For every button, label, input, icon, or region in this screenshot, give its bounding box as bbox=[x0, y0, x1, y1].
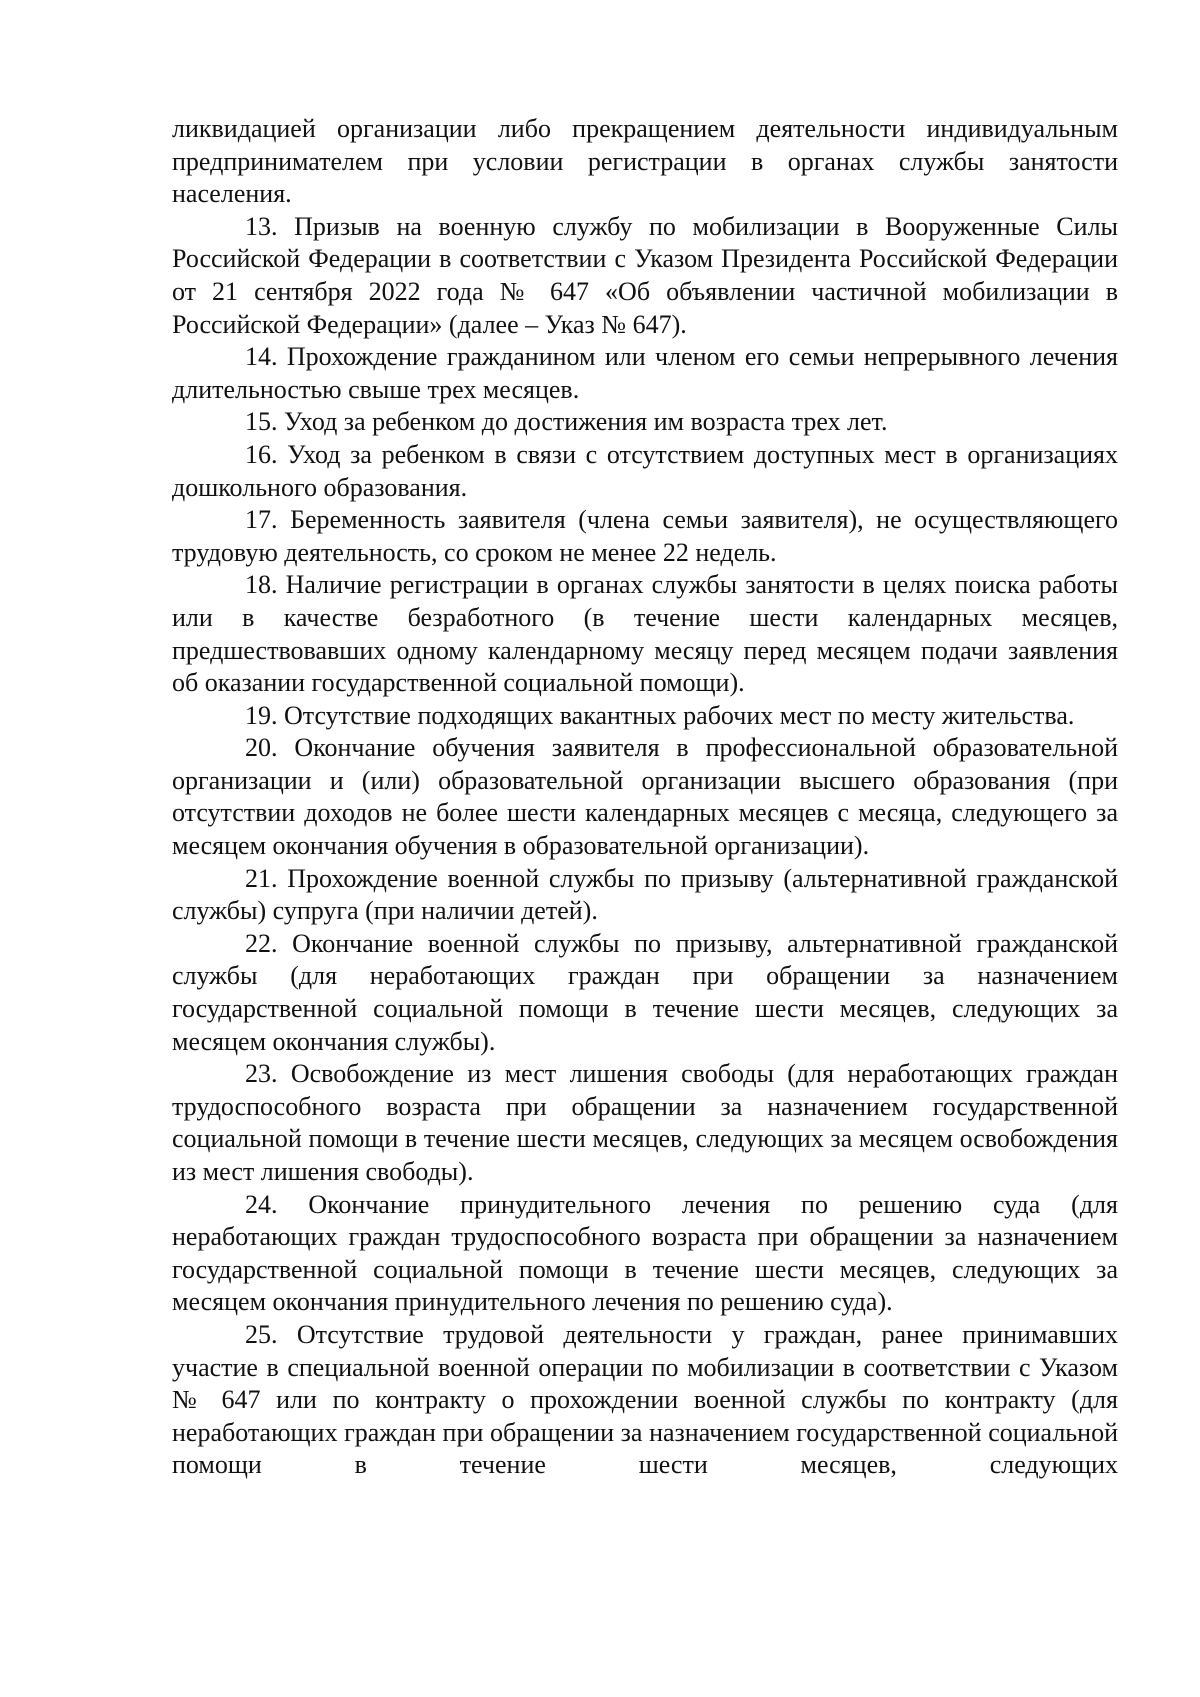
item-number: 14. bbox=[245, 342, 278, 372]
list-item-19 bbox=[172, 700, 1118, 733]
list-item-21 bbox=[172, 863, 1118, 928]
list-item-25 bbox=[172, 1319, 1118, 1482]
list-item-14 bbox=[172, 341, 1118, 406]
list-item-13 bbox=[172, 211, 1118, 341]
item-text: Призыв на военную службу по мобилизации в Вооруженные Силы Российской Федерации в соответствии с Указом Президента Российской Федерации от 21 сентября 2022 года № 647 «Об объявлении частичной мобилизации в Российской Федерации» (далее – Указ № 647). bbox=[172, 211, 1119, 339]
item-text: Наличие регистрации в органах службы занятости в целях поиска работы или в качестве безработного (в течение шести календарных месяцев, предшествовавших одному календарному месяцу перед месяцем подачи заявления об оказании государственной социальной помощи). bbox=[172, 570, 1118, 698]
item-number: 20. bbox=[245, 733, 278, 763]
list-item-20 bbox=[172, 732, 1118, 862]
item-text: Окончание принудительного лечения по решению суда (для неработающих граждан трудоспособного возраста при обращении за назначением государственной социальной помощи в течение шести месяцев, следующих за месяцем окончания принудительного лечения по решению суда). bbox=[172, 1189, 1118, 1317]
item-text: Уход за ребенком в связи с отсутствием доступных мест в организациях дошкольного образования. bbox=[172, 439, 1119, 502]
list-item-18 bbox=[172, 569, 1118, 699]
item-text: Отсутствие подходящих вакантных рабочих мест по месту жительства. bbox=[284, 700, 1075, 730]
continuation-paragraph: ликвидацией организации либо прекращением деятельности индивидуальным предпринимателем при условии регистрации в органах службы занятости населения. bbox=[172, 114, 1118, 209]
item-text: Уход за ребенком до достижения им возраста трех лет. bbox=[284, 407, 888, 437]
item-text: Освобождение из мест лишения свободы (для неработающих граждан трудоспособного возраста при обращении за назначением государственной социальной помощи в течение шести месяцев, следующих за месяцем освобождения из мест лишения свободы). bbox=[172, 1059, 1118, 1186]
document-page bbox=[172, 113, 1118, 1482]
item-number: 24. bbox=[245, 1189, 278, 1219]
item-number: 22. bbox=[245, 928, 278, 958]
item-number: 13. bbox=[245, 211, 278, 241]
item-number: 17. bbox=[245, 505, 278, 535]
list-item-16 bbox=[172, 439, 1118, 504]
list-item-23 bbox=[172, 1058, 1118, 1188]
item-text: Прохождение гражданином или членом его семьи непрерывного лечения длительностью свыше трех месяцев. bbox=[172, 342, 1118, 404]
item-text: Окончание обучения заявителя в профессиональной образовательной организации и (или) образовательной организации высшего образования (при отсутствии доходов не более шести календарных месяцев с месяца, следующего за месяцем окончания обучения в образовательной организации). bbox=[172, 733, 1118, 861]
list-item-22 bbox=[172, 928, 1118, 1058]
item-number: 16. bbox=[245, 439, 278, 469]
item-text: Беременность заявителя (члена семьи заявителя), не осуществляющего трудовую деятельность, со сроком не менее 22 недель. bbox=[172, 505, 1119, 567]
item-text: Окончание военной службы по призыву, альтернативной гражданской службы (для неработающих граждан при обращении за назначением государственной социальной помощи в течение шести месяцев, следующих за месяцем окончания службы). bbox=[172, 928, 1118, 1056]
list-item-15 bbox=[172, 406, 1118, 439]
item-number: 25. bbox=[245, 1319, 278, 1349]
item-number: 18. bbox=[245, 570, 278, 600]
item-number: 19. bbox=[245, 700, 278, 730]
list-item-17 bbox=[172, 504, 1118, 569]
item-text: Отсутствие трудовой деятельности у граждан, ранее принимавших участие в специальной военной операции по мобилизации в соответствии с Указом № 647 или по контракту о прохождении военной службы по контракту (для неработающих граждан при обращении за назначением государственной социальной помощи в течение шести месяцев, следующих bbox=[172, 1319, 1118, 1480]
item-number: 23. bbox=[245, 1059, 278, 1089]
list-item-24 bbox=[172, 1189, 1118, 1319]
item-number: 15. bbox=[245, 407, 278, 437]
item-number: 21. bbox=[245, 863, 278, 893]
item-text: Прохождение военной службы по призыву (альтернативной гражданской службы) супруга (при наличии детей). bbox=[172, 863, 1118, 926]
